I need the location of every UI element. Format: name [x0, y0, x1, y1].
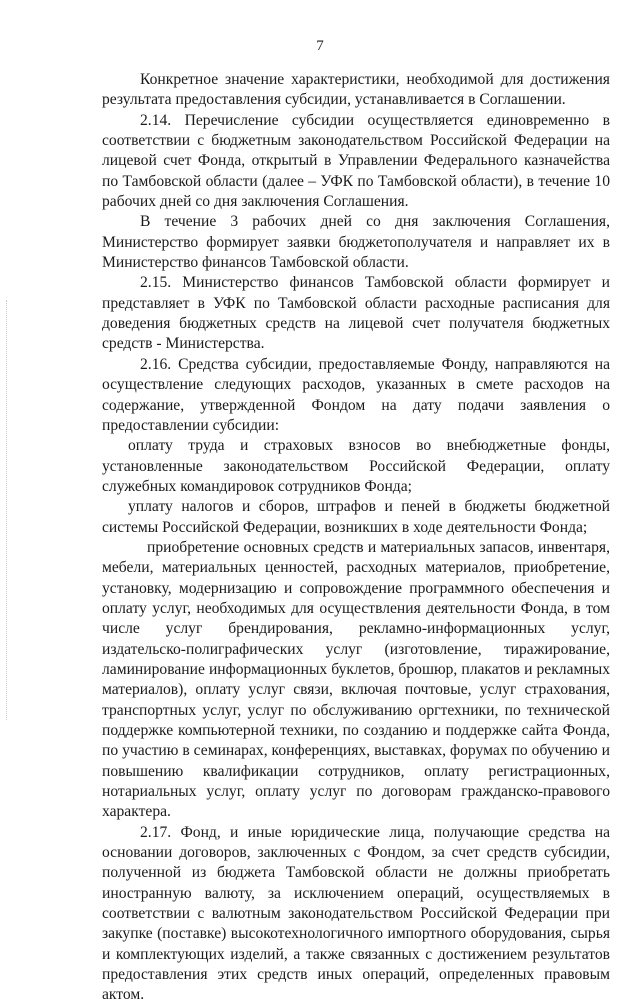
- paragraph-taxes: уплату налогов и сборов, штрафов и пеней в бюджеты бюджетной системы Российской Федерации, возникших в ходе деятельности Фонда;: [102, 498, 610, 536]
- margin-scan-marks: [6, 300, 9, 720]
- paragraph-applications-3-days: В течение 3 рабочих дней со дня заключения Соглашения, Министерство формирует заявки бюджетополучателя и направляет их в Министерство финансов Тамбовской области.: [102, 213, 610, 272]
- paragraph-fixed-assets: приобретение основных средств и материальных запасов, инвентаря, мебели, материальных ценностей, расходных материалов, приобретение, установку, модернизацию и сопровождение программного обеспечения и оплату услуг, необходимых для осуществления деятельности Фонда, в том числе услуг брендирования, рекламно-информационных услуг, издательско-полиграфических услуг (изготовление, тиражирование, ламинирование информационных буклетов, брошюр, плакатов и рекламных материалов), оплату услуг связи, включая почтовые, услуг страхования, транспортных услуг, услуг по обслуживанию оргтехники, по технической поддержке компьютерной техники, по созданию и поддержке сайта Фонда, по участию в семинарах, конференциях, выставках, форумах по обучению и повышению квалификации сотрудников, оплату регистрационных, нотариальных услуг, оплату услуг по договорам гражданско-правового характера.: [102, 538, 610, 821]
- document-body: [102, 70, 610, 1006]
- page-number: 7: [316, 38, 324, 54]
- paragraph-2-16: 2.16. Средства субсидии, предоставляемые Фонду, направляются на осуществление следующих расходов, указанных в смете расходов на содержание, утвержденной Фондом на дату подачи заявления о предоставлении субсидии:: [102, 355, 610, 434]
- paragraph-2-14: 2.14. Перечисление субсидии осуществляется единовременно в соответствии с бюджетным законодательством Российской Федерации на лицевой счет Фонда, открытый в Управлении Федерального казначейства по Тамбовской области (далее – УФК по Тамбовской области), в течение 10 рабочих дней со дня заключения Соглашения.: [102, 111, 610, 211]
- paragraph-2-17: 2.17. Фонд, и иные юридические лица, получающие средства на основании договоров, заключенных с Фондом, за счет средств субсидии, полученной из бюджета Тамбовской области не должны приобретать иностранную валюту, за исключением операций, осуществляемых в соответствии с валютным законодательством Российской Федерации при закупке (поставке) высокотехнологичного импортного оборудования, сырья и комплектующих изделий, а также связанных с достижением результатов предоставления этих средств иных операций, определенных правовым актом.: [102, 823, 610, 1004]
- paragraph-2-15: 2.15. Министерство финансов Тамбовской области формирует и представляет в УФК по Тамбовской области расходные расписания для доведения бюджетных средств на лицевой счет получателя бюджетных средств - Министерства.: [102, 274, 610, 353]
- paragraph-characteristic-value: Конкретное значение характеристики, необходимой для достижения результата предоставления субсидии, устанавливается в Соглашении.: [102, 71, 610, 109]
- paragraph-labor-payment: оплату труда и страховых взносов во внебюджетные фонды, установленные законодательством Российской Федерации, оплату служебных командировок сотрудников Фонда;: [102, 437, 610, 495]
